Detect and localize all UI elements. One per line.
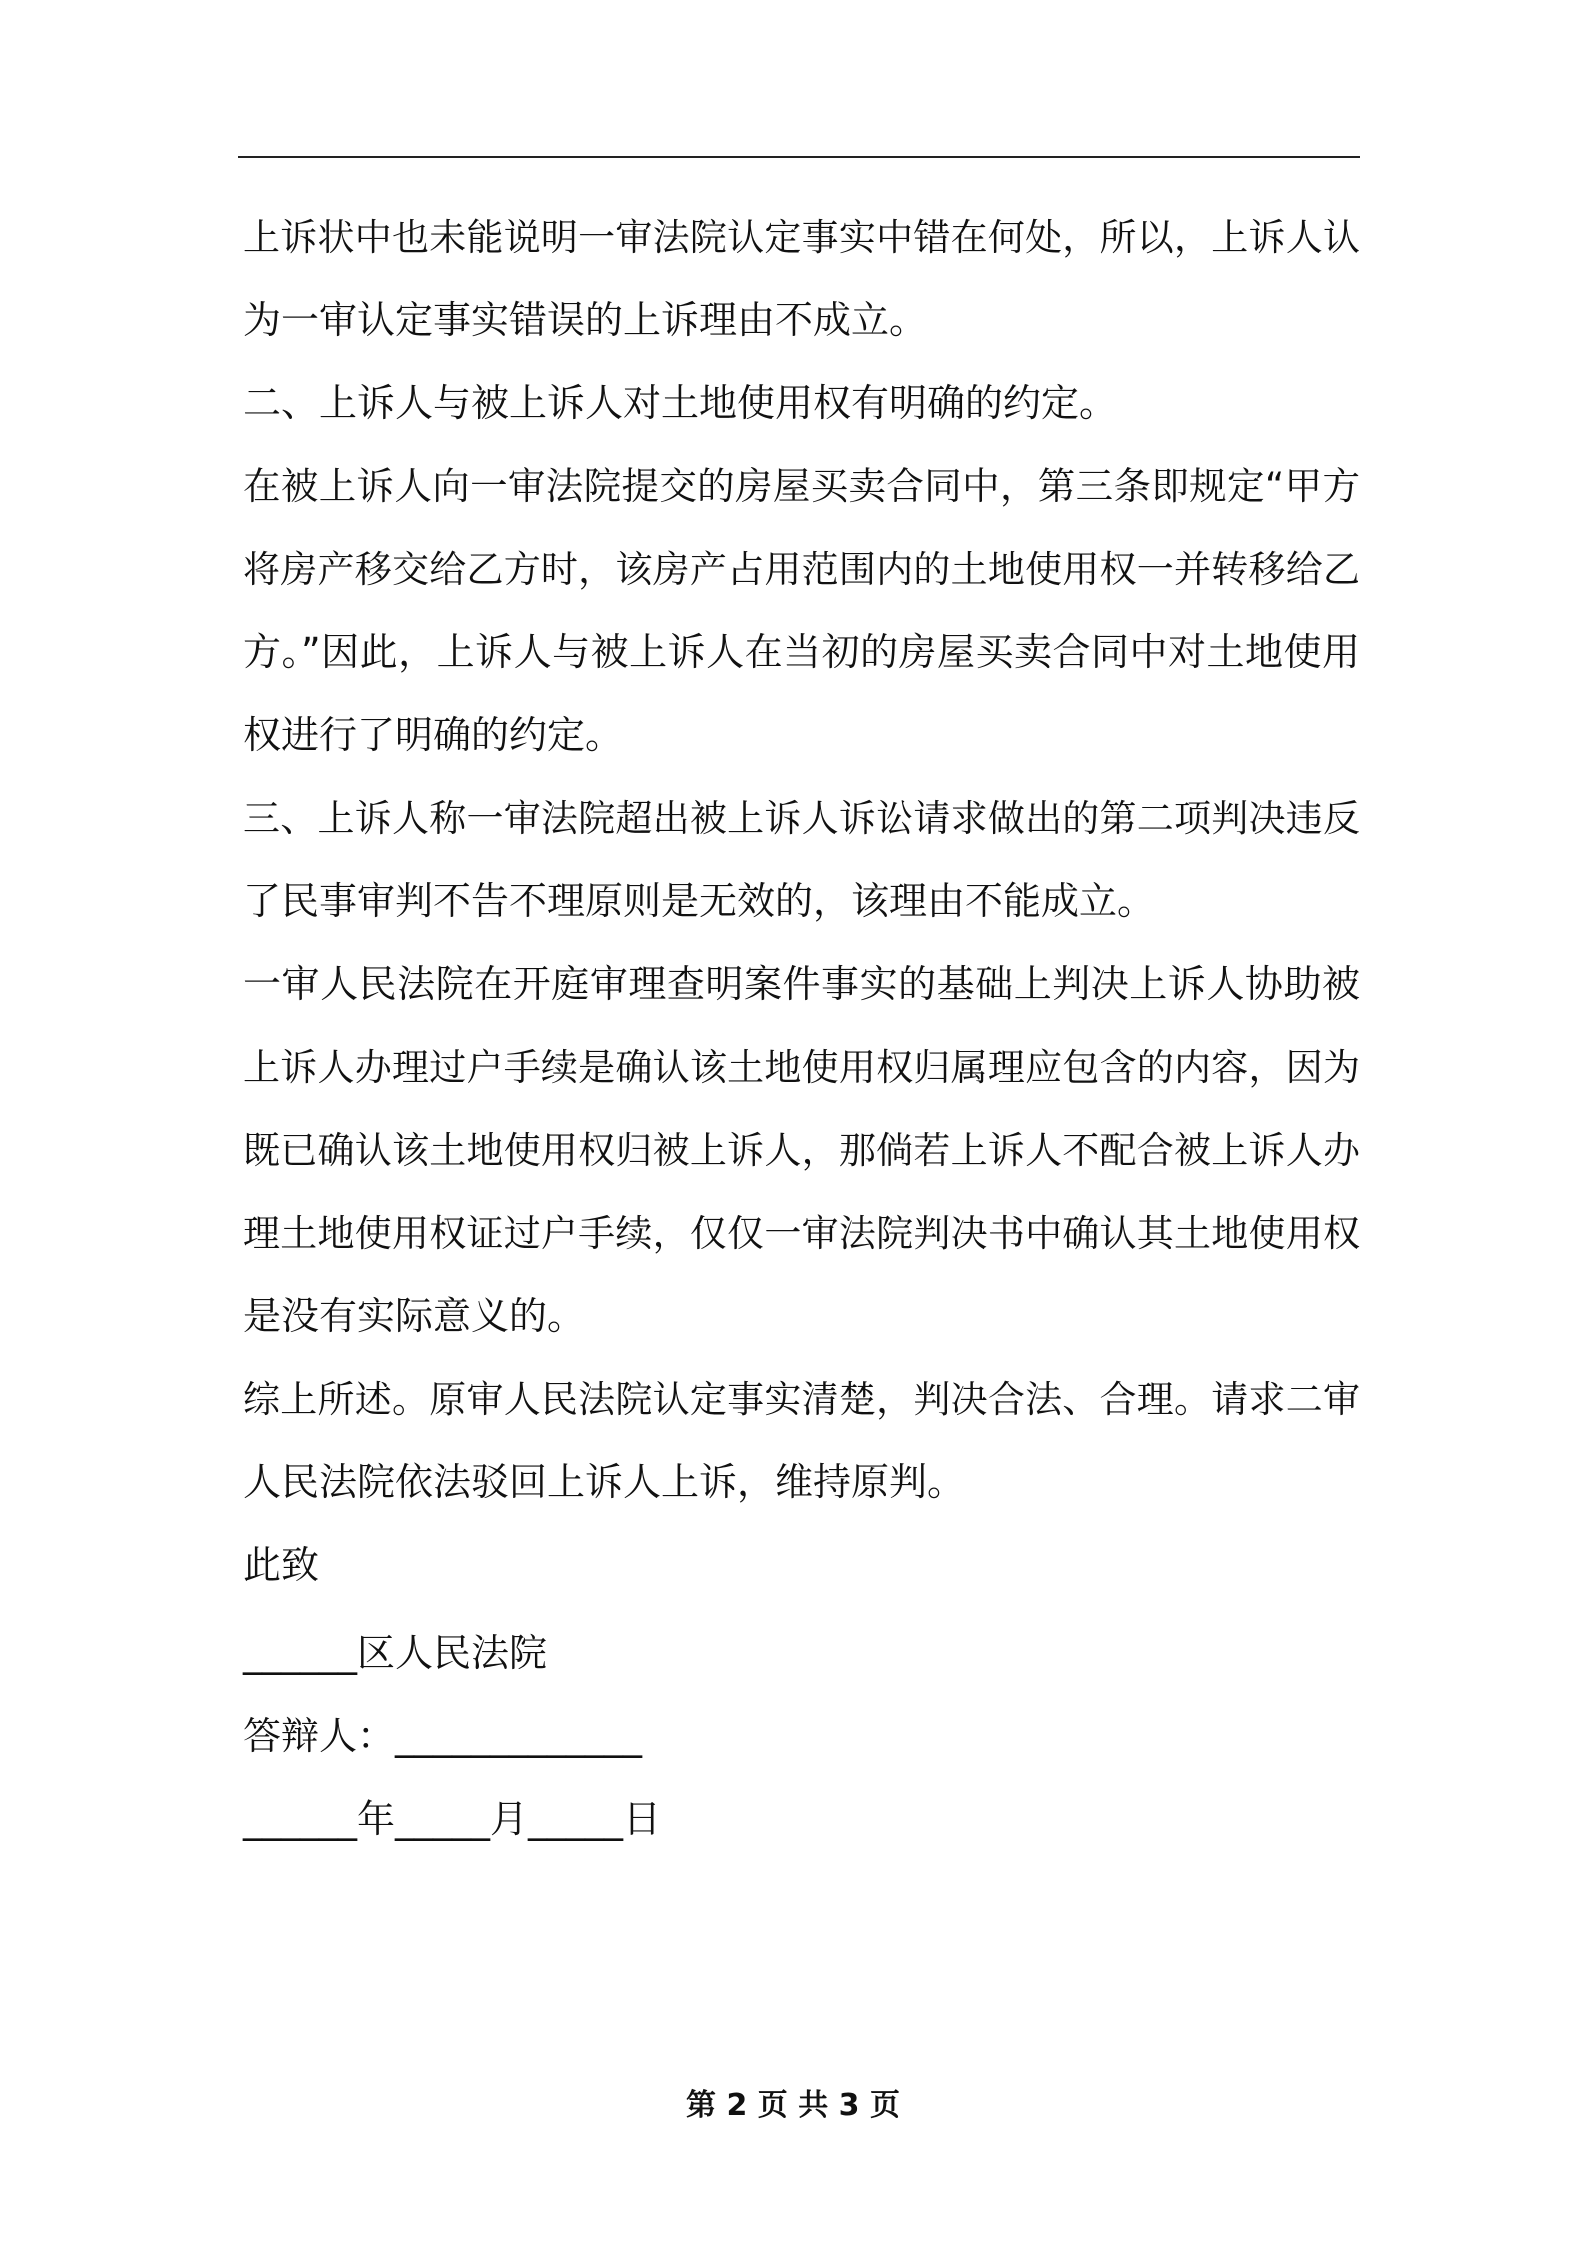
- court-line: ______区人民法院: [243, 1631, 548, 1675]
- header-rule: [238, 156, 1360, 158]
- body-line: 上诉状中也未能说明一审法院认定事实中错在何处，所以，上诉人认: [243, 216, 1360, 259]
- body-line: 理土地使用权证过户手续，仅仅一审法院判决书中确认其土地使用权: [243, 1212, 1360, 1255]
- body-line: 方。”因此，上诉人与被上诉人在当初的房屋买卖合同中对土地使用: [243, 630, 1360, 674]
- respondent-line: 答辩人：_____________: [243, 1714, 643, 1758]
- signature-block: [243, 1612, 1360, 1861]
- conclusion-line: 综上所述。原审人民法院认定事实清楚，判决合法、合理。请求二审: [243, 1378, 1360, 1421]
- body-line: 为一审认定事实错误的上诉理由不成立。: [243, 298, 928, 342]
- date-line: ______年_____月_____日: [243, 1797, 662, 1841]
- body-line: 一审人民法院在开庭审理查明案件事实的基础上判决上诉人协助被: [243, 962, 1360, 1006]
- section-heading-3: 三、上诉人称一审法院超出被上诉人诉讼请求做出的第二项判决违反: [243, 797, 1360, 840]
- page-indicator: 第 2 页 共 3 页: [686, 2088, 900, 2123]
- section-heading-2: 二、上诉人与被上诉人对土地使用权有明确的约定。: [243, 381, 1118, 425]
- body-line: 将房产移交给乙方时，该房产占用范围内的土地使用权一并转移给乙: [243, 548, 1360, 591]
- body-line: 既已确认该土地使用权归被上诉人，那倘若上诉人不配合被上诉人办: [243, 1129, 1360, 1172]
- salutation: 此致: [243, 1543, 320, 1587]
- body-line: 在被上诉人向一审法院提交的房屋买卖合同中，第三条即规定“甲方: [243, 464, 1360, 508]
- body-line: 了民事审判不告不理原则是无效的，该理由不能成立。: [243, 879, 1156, 923]
- body-line: 权进行了明确的约定。: [243, 713, 624, 757]
- conclusion-line: 人民法院依法驳回上诉人上诉，维持原判。: [243, 1460, 966, 1504]
- body-line: 是没有实际意义的。: [243, 1294, 586, 1338]
- document-body: [243, 196, 1360, 1607]
- body-line: 上诉人办理过户手续是确认该土地使用权归属理应包含的内容，因为: [243, 1046, 1360, 1089]
